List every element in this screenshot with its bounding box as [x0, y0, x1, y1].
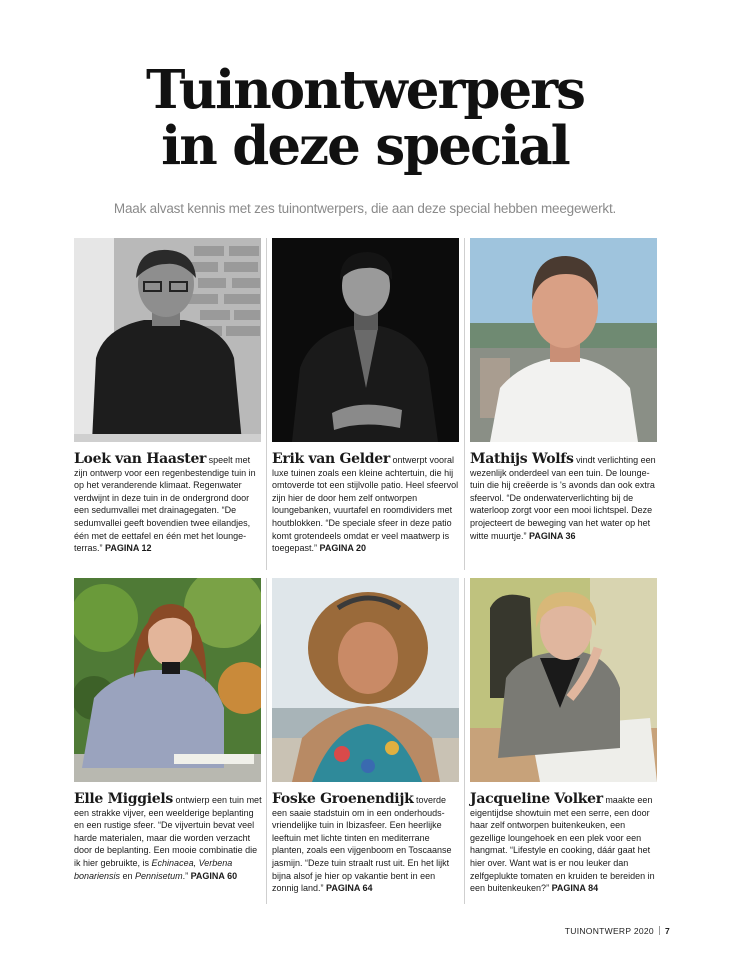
title-line-2: in deze special [161, 115, 569, 177]
designer-text: ontwierp een tuin met een strakke vijver, een weelderige beplanting en een rustige sfeer. “De vijvertuin bevat veel harde materialen, maar die worden verzacht door de beplanting. Een mooie combinatie die ik hier gebruikte, is [74, 795, 262, 868]
page-title [0, 59, 730, 177]
designer-text: vindt verlichting een wezenlijk onderdeel van een tuin. De loungetuin die hij creëerde is 's avonds dan ook extra sfeervol. “De onderwaterverlichting bij de waterloop zorgt voor een mooi lichtspel. Deze projecteert de beweging van het water op het witte muurtje.” [470, 455, 656, 541]
magazine-name: TUINONTWERP 2020 [564, 926, 654, 936]
page-footer [565, 926, 670, 936]
designer-photo [272, 578, 459, 782]
designer-bio [470, 793, 660, 895]
designer-photo [470, 238, 657, 442]
designer-text: en [120, 870, 136, 881]
page-reference[interactable]: PAGINA 64 [326, 883, 373, 894]
column-divider [266, 578, 267, 904]
designer-bio [74, 453, 264, 555]
designer-text: toverde een saaie stadstuin om in een onderhoudsvriendelijke tuin in Ibizasfeer. Een heerlijke leeftuin met lichte tinten en mediterrane planten, zoals een vijgenboom en Toscaanse jasmijn. “Deze tuin straalt rust uit. En het lijkt bijna alsof je hier op vakantie bent in een zonnig land.” [272, 795, 452, 894]
designer-name: Mathijs Wolfs [470, 451, 574, 467]
designer-text: maakte een eigentijdse showtuin met een serre, een door haar zelf ontworpen buitenkeuken, een gezellige loungehoek en een plek voor een hangmat. “Lifestyle en cooking, dáár gaat het hier over. Want wat is er nou leuker dan zelfgeplukte tomaten en kruiden te bereiden in een buitenkeuken?” [470, 795, 655, 894]
column-divider [464, 238, 465, 570]
page-reference[interactable]: PAGINA 12 [105, 543, 152, 554]
title-line-1: Tuinontwerpers [146, 59, 584, 121]
designer-photo [74, 578, 261, 782]
column-divider [266, 238, 267, 570]
designer-text-italic: Echinacea, Verbena bonariensis [74, 857, 233, 881]
designer-bio [272, 793, 462, 895]
designer-text-italic: Pennisetum [135, 870, 183, 881]
page-reference[interactable]: PAGINA 60 [190, 870, 238, 881]
designer-photo [470, 578, 657, 782]
page-reference[interactable]: PAGINA 84 [551, 883, 599, 894]
designer-bio [470, 453, 660, 542]
designer-bio [272, 453, 462, 555]
footer-separator [659, 926, 660, 935]
page-reference[interactable]: PAGINA 20 [319, 543, 367, 554]
page-subtitle: Maak alvast kennis met zes tuinontwerpers, die aan deze special hebben meegewerkt. [113, 201, 617, 216]
page-number: 7 [664, 926, 670, 936]
designer-photo [74, 238, 261, 442]
designer-name: Erik van Gelder [272, 451, 390, 467]
designer-name: Jacqueline Volker [470, 791, 603, 807]
designer-text: speelt met zijn ontwerp voor een regenbestendige tuin in op het veranderende klimaat. Regenwater verdwijnt in deze tuin in de ondergrond door een sedumvallei met drainagegaten. “De sedumvallei geeft bovendien twee eilandjes, één met de eettafel en één met het loungeterras.” [74, 455, 256, 554]
designer-text: .” [182, 870, 191, 881]
column-divider [464, 578, 465, 904]
designer-text: ontwerpt vooral luxe tuinen zoals een kleine achtertuin, die hij omtoverde tot een stijlvolle patio. Heel sfeervol zijn hier de door hem zelf ontworpen loungebanken, vuurtafel en roomdividers met houtblokken. “De speciale sfeer in deze patio komt grotendeels omdat er veel maatwerp is toegepast.” [272, 455, 459, 554]
designer-photo [272, 238, 459, 442]
designer-name: Foske Groenendijk [272, 791, 414, 807]
designer-name: Elle Miggiels [74, 791, 174, 807]
designer-name: Loek van Haaster [74, 451, 207, 467]
designer-bio [74, 793, 264, 882]
page-reference[interactable]: PAGINA 36 [529, 530, 576, 541]
